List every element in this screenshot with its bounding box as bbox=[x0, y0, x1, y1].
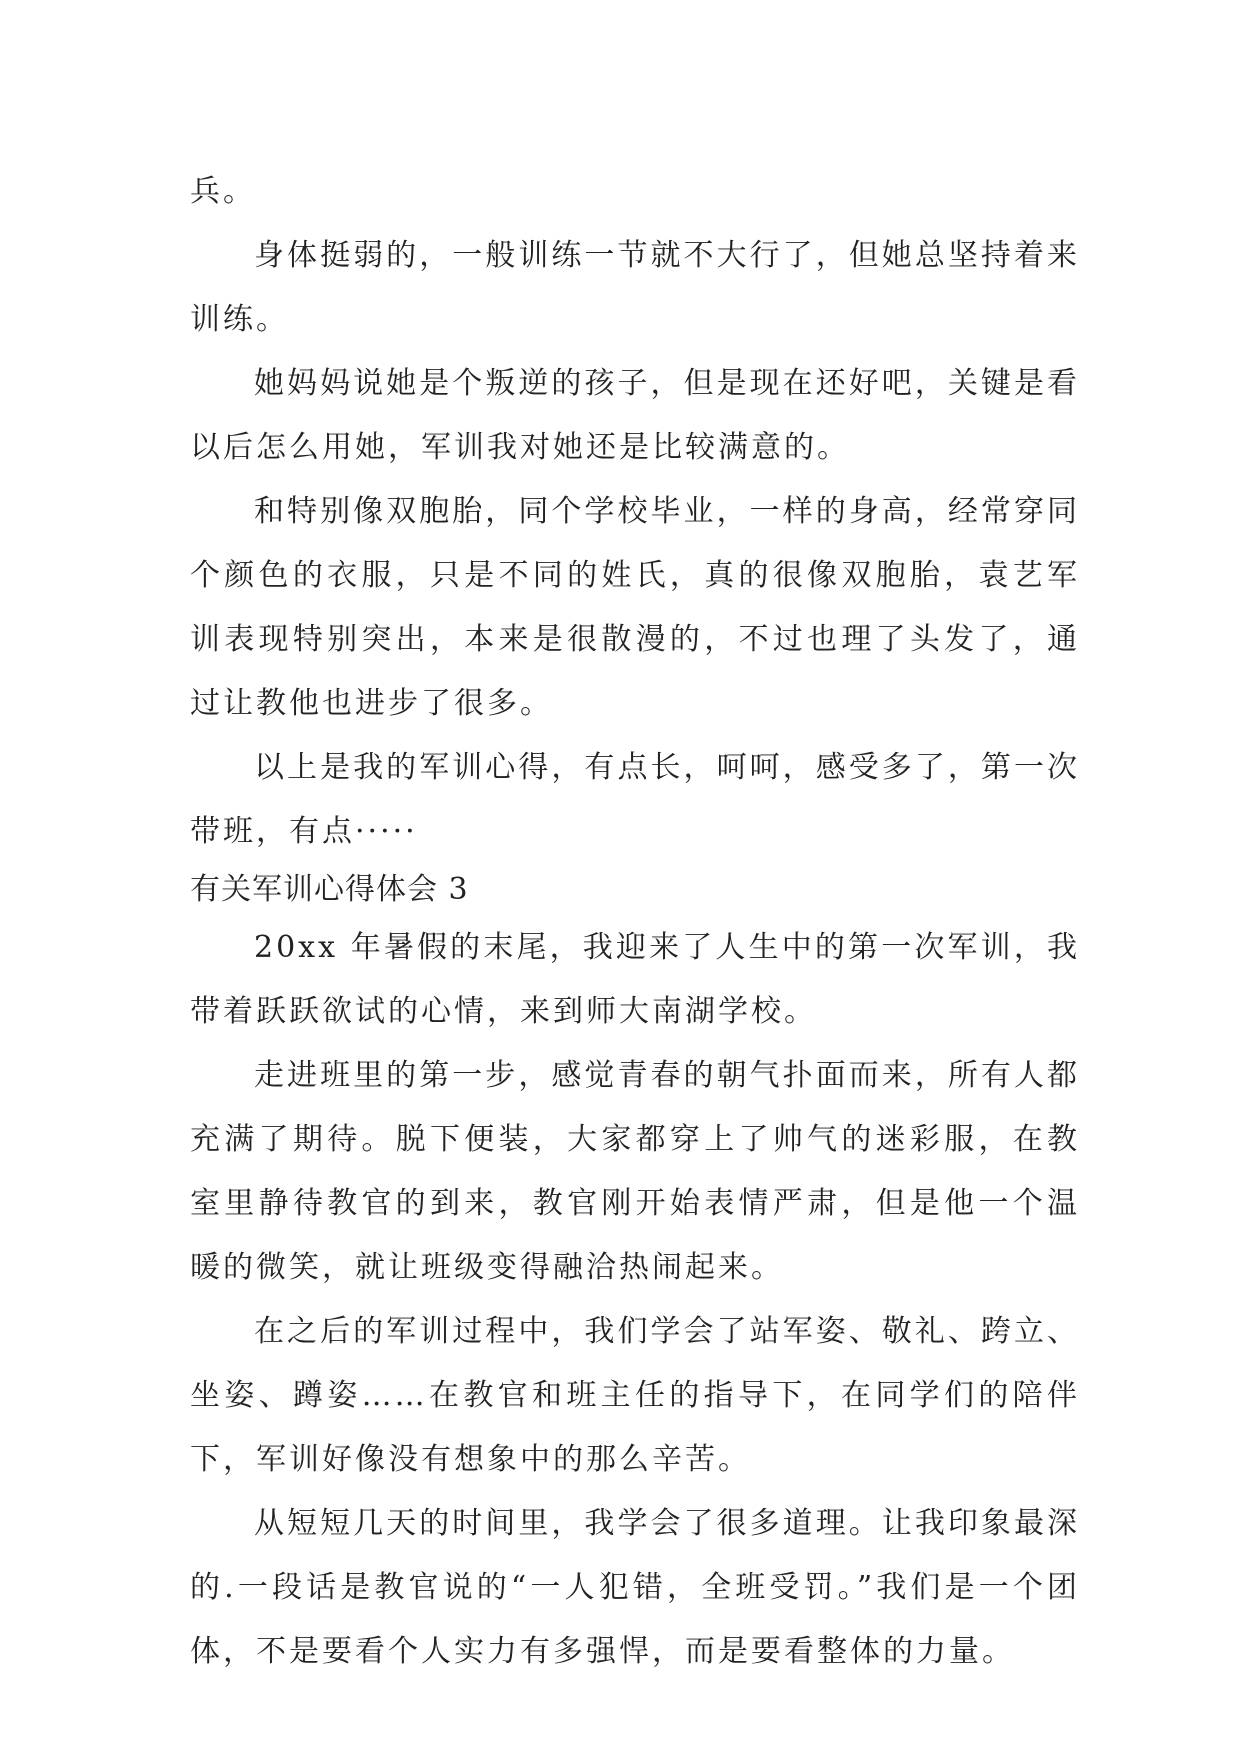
paragraph: 20xx 年暑假的末尾，我迎来了人生中的第一次军训，我带着跃跃欲试的心情，来到师大南湖学校。 bbox=[190, 930, 1080, 1029]
paragraph: 在之后的军训过程中，我们学会了站军姿、敬礼、跨立、坐姿、蹲姿……在教官和班主任的指导下，在同学们的陪伴下，军训好像没有想象中的那么辛苦。 bbox=[190, 1314, 1080, 1477]
paragraph: 走进班里的第一步，感觉青春的朝气扑面而来，所有人都充满了期待。脱下便装，大家都穿上了帅气的迷彩服，在教室里静待教官的到来，教官刚开始表情严肃，但是他一个温暖的微笑，就让班级变得融洽热闹起来。 bbox=[190, 1058, 1080, 1285]
paragraph: 和特别像双胞胎，同个学校毕业，一样的身高，经常穿同个颜色的衣服，只是不同的姓氏，真的很像双胞胎，袁艺军训表现特别突出，本来是很散漫的，不过也理了头发了，通过让教他也进步了很多。 bbox=[190, 494, 1080, 721]
paragraph: 她妈妈说她是个叛逆的孩子，但是现在还好吧，关键是看以后怎么用她，军训我对她还是比较满意的。 bbox=[190, 366, 1080, 465]
paragraph: 兵。 bbox=[190, 174, 256, 209]
document-body bbox=[190, 160, 1080, 1684]
paragraph: 以上是我的军训心得，有点长，呵呵，感受多了，第一次带班，有点····· bbox=[190, 750, 1080, 849]
paragraph: 从短短几天的时间里，我学会了很多道理。让我印象最深的.一段话是教官说的“一人犯错，全班受罚。”我们是一个团体，不是要看个人实力有多强悍，而是要看整体的力量。 bbox=[190, 1506, 1080, 1669]
section-heading: 有关军训心得体会 3 bbox=[190, 872, 469, 907]
paragraph: 身体挺弱的，一般训练一节就不大行了，但她总坚持着来训练。 bbox=[190, 238, 1080, 337]
